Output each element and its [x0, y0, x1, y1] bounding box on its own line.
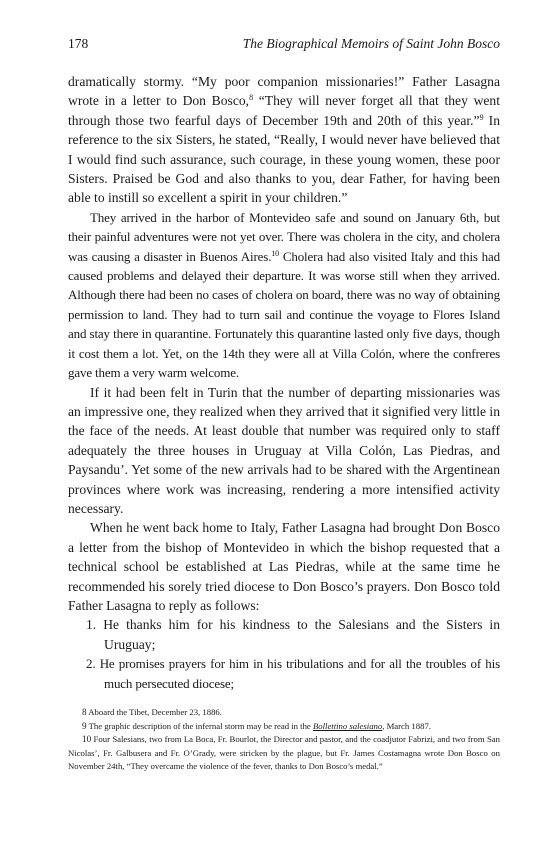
footnote-8-number: 8	[82, 707, 87, 717]
page-number: 178	[68, 36, 89, 51]
list-item	[68, 615, 500, 654]
footnote-ref-8[interactable]: 8	[249, 93, 254, 103]
footnote-9-reference-link[interactable]: Bollettino salesiano	[312, 720, 383, 731]
page-content	[68, 36, 500, 693]
paragraph-2-text-b: Cholera had also visited Italy and this had caused problems and delayed their departure. It was worse still when they arrived. Although there had been no cases of cholera on board, there was no way of obtaining permission to land. They had to turn sail and continue the voyage to Flores Island and stay there in quarantine. Fortunately this quarantine lasted only five days, though it cost them a lot. Yet, on the 14th they were all at Villa Colón, where the confreres gave them a very warm welcome.	[68, 248, 500, 381]
footnote-9-text-a: The graphic description of the infernal storm may be read in the	[86, 720, 313, 731]
footnote-10-number: 10	[82, 734, 92, 745]
footnote-8-text: Aboard the Tibet, December 23, 1886.	[86, 707, 222, 717]
reply-list	[68, 615, 500, 693]
paragraph-1-text-c: In reference to the six Sisters, he stated, “Really, I would never have believed that I would find such assurance, such courage, in these young women, these poor Sisters. Praised be God and also thanks to you, dear Father, for having been able to instill so excellent a spirit in your children.”	[68, 112, 500, 206]
footnote-9-text-b: , March 1887.	[382, 720, 431, 731]
footnote-ref-10[interactable]: 10	[271, 248, 279, 258]
paragraph-3: If it had been felt in Turin that the number of departing missionaries was an impressive one, they realized when they arrived that it signified very little in the face of the needs. At least double that number was required only to staff adequately the three houses in Uruguay at Villa Colón, Las Piedras, and Paysandu’. Yet some of the new arrivals had to be shared with the Argentinean provinces where work was increasing, rendering a more intensified activity necessary.	[68, 384, 500, 516]
footnote-9-number: 9	[82, 720, 87, 731]
footnote-ref-9[interactable]: 9	[479, 112, 484, 122]
paragraph-1	[68, 72, 500, 208]
paragraph-2	[68, 208, 500, 383]
footnote-10	[68, 733, 500, 774]
footnotes	[68, 706, 500, 774]
paragraph-1-text-b: “They will never forget all that they went through those two fearful days of December 19th and 20th of this year.”	[68, 93, 500, 128]
footnote-8	[68, 706, 500, 720]
running-header	[68, 36, 500, 52]
running-title: The Biographical Memoirs of Saint John Bosco	[242, 36, 500, 51]
list-item-number: 2.	[86, 656, 96, 672]
list-item-number: 1.	[86, 617, 97, 633]
list-item	[68, 654, 500, 693]
paragraph-2-text-a: They arrived in the harbor of Montevideo safe and sound on January 6th, but their painful adventures were not yet over. There was cholera in the city, and cholera was causing a disaster in Buenos Aires.	[68, 209, 500, 264]
footnote-9	[68, 720, 500, 734]
paragraph-4: When he went back home to Italy, Father Lasagna had brought Don Bosco a letter from the bishop of Montevideo in which the bishop requested that a technical school be established at Las Piedras, while at the same time he recommended his sorely tried diocese to Don Bosco’s prayers. Don Bosco told Father Lasagna to reply as follows:	[68, 520, 500, 613]
list-item-text: He promises prayers for him in his tribulations and for all the troubles of his much persecuted diocese;	[99, 656, 500, 691]
list-item-text: He thanks him for his kindness to the Salesians and the Sisters in Uruguay;	[103, 617, 500, 652]
paragraph-1-text-a: dramatically stormy. “My poor companion missionaries!” Father Lasagna wrote in a letter to Don Bosco,	[68, 74, 500, 109]
footnote-10-text: Four Salesians, two from La Boca, Fr. Bourlot, the Director and pastor, and the coadjutor Fabrizi, and two from San Nicolas’, Fr. Galbusera and Fr. O’Grady, were stricken by the plague, but Fr. James Costamagna wrote Don Bosco on November 24th, “They overcame the violence of the fever, thanks to Don Bosco’s medal.”	[68, 734, 500, 772]
